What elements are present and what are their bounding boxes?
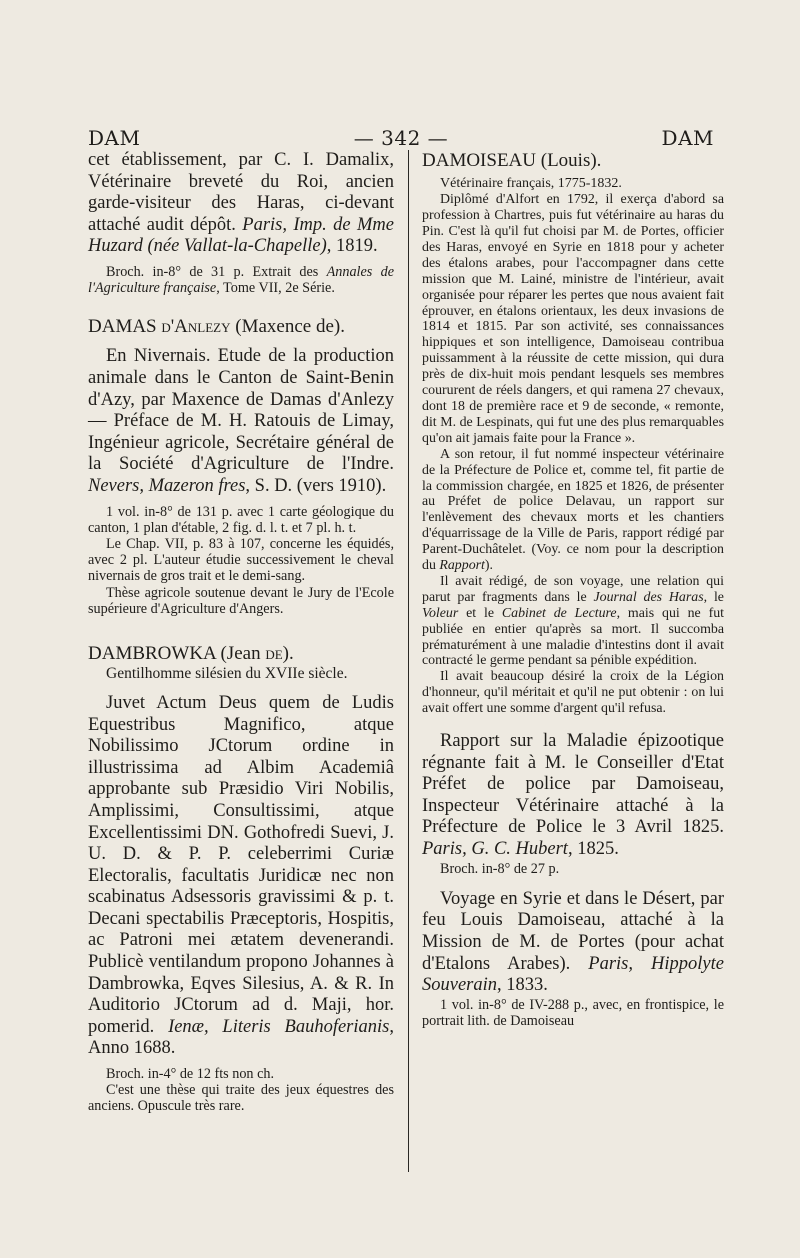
para-italic: Cabinet de Lecture [501, 605, 617, 621]
entry-text: cet établissement, par C. I. Damalix, Vétérinaire breveté du Roi, ancien garde-visiteur des Haras, ci-devant attaché audit dépôt. [88, 150, 394, 235]
entry-heading-dambrowka [88, 643, 394, 665]
entry-year: , 1819. [326, 236, 378, 257]
imprint: Paris, Hippolyte Souverain [422, 953, 724, 996]
work-year: , 1833. [497, 975, 548, 996]
bibliographic-note: 1 vol. in-8° de 131 p. avec 1 carte géologique du canton, 1 plan d'étable, 2 fig. d. l. t. et 7 pl. h. t. [88, 503, 394, 536]
bibliographic-note: Thèse agricole soutenue devant le Jury de l'Ecole supérieure d'Agriculture d'Angers. [88, 584, 394, 617]
para-text: et le [458, 605, 502, 621]
entry-damalix [88, 150, 394, 258]
entry-tail: , Anno 1688. [88, 1016, 394, 1059]
note-text: , Tome VII, 2e Série. [216, 280, 335, 297]
running-head-left: DAM [88, 126, 141, 150]
bibliographic-note: 1 vol. in-8° de IV-288 p., avec, en frontispice, le portrait lith. de Damoiseau [422, 996, 724, 1030]
entry-body-damas [88, 346, 394, 497]
imprint: Paris, G. C. Hubert [422, 839, 568, 860]
work-title: Rapport sur la Maladie épizootique régnante fait à M. le Conseiller d'Etat Préfet de police par Damoiseau, Inspecteur Vétérinaire attaché à la Préfecture de Police le 3 Avril 1825. [422, 731, 724, 838]
heading-first-name: (Maxence de). [230, 316, 345, 338]
entry-body-dambrowka [88, 693, 394, 1060]
para-italic: Voleur [422, 605, 459, 621]
heading-close: ). [282, 642, 294, 664]
column-divider [408, 150, 409, 1172]
page-number: — 342 — [353, 126, 449, 150]
para-text: ). [484, 558, 494, 574]
bibliographic-note: Broch. in-4° de 12 fts non ch. [106, 1066, 275, 1083]
para-text: , le [703, 589, 724, 605]
bibliographic-note: Le Chap. VII, p. 83 à 107, concerne les équidés, avec 2 pl. L'auteur étudie successivement le cheval nivernais de gros trait et le demi-sang. [88, 535, 394, 585]
heading-name: DAMAS [88, 316, 162, 338]
imprint: Paris, Imp. de Mme Huzard (née Vallat-la-Chapelle) [88, 214, 394, 257]
biography-paragraph: Diplômé d'Alfort en 1792, il exerça d'abord sa profession à Chartres, puis fut vétérinaire au haras du Pin. C'est là qu'il fut choisi par M. de Portes, officier des Haras, envoyé en Syrie en 1818 pour y acheter des étalons arabes, pour l'accompagner dans cette mission que M. Lainé, ministre de l'intérieur, avait organisée pour réparer les pertes que nous avaient fait éprouver, en étalons orientaux, les deux invasions de 1814 et 1815. Par son activité, ses connaissances hippiques et son intelligence, Damoiseau contribua puissamment à la réussite de cette mission, qui dura près de dix-huit mois pendant lesquels ses membres coururent de réels dangers, et qui ramena 27 chevaux, dont 18 de première race et 9 de seconde, « remonte, dit M. de Lespinats, qui fut une des plus remarquables qu'on ait jamais faite pour la France ». [422, 192, 724, 446]
para-italic: Journal des Haras [593, 589, 704, 605]
heading-particle: de [265, 642, 283, 664]
para-text: A son retour, il fut nommé inspecteur vétérinaire de la Préfecture de Police et, comme tel, fit partie de la commission chargée, en 1825 et 1826, de présenter au Préfet de police Delavau, un rapport sur l'enlèvement des chevaux morts et les chantiers d'équarrissage de la Ville de Paris, rapport rédigé par Parent-Duchâtelet. (Voy. ce nom pour la description du [422, 446, 724, 574]
entry-heading-damas [88, 316, 394, 338]
biographical-dates: Vétérinaire français, 1775-1832. [440, 176, 622, 191]
left-column [88, 150, 394, 1115]
heading-particle: d'Anlezy [161, 316, 231, 338]
imprint: Nevers, Mazeron fres [88, 475, 246, 496]
running-head-right: DAM [661, 126, 714, 150]
entry-text: Juvet Actum Deus quem de Ludis Equestribus Magnifico, atque Nobilissimo JCtorum ordine in illustrissima ad Albim Academiâ approbante sub Præsidio Viri Nobilis, Amplissimi, Consultissimi, atque Excellentissimi DN. Gothofredi Suevi, J. U. D. & P. P. celeberrimi Curiæ Electoralis, facultatis Juridicæ nec non scabinatus Adsessoris gravissimi & p. t. Decani spectabilis Præceptoris, Hospitis, ac Patroni mei ætatem devenerandi. Publicè ventilandum propono Johannes à Dambrowka, Eqves Silesius, A. & R. In Auditorio JCtorum ad d. Maji, hor. pomerid. [88, 692, 394, 1037]
biography-paragraph [422, 574, 724, 669]
para-text: , mais qui ne fut publiée en entier qu'après sa mort. Il succomba prématurément à une maladie d'intestins dont il avait contracté le germe pendant sa pénible expédition. [422, 605, 724, 669]
biographical-note: Gentilhomme silésien du XVIIe siècle. [106, 664, 348, 682]
entry-tail: , S. D. (vers 1910). [245, 475, 387, 496]
para-italic: Rapport [439, 558, 485, 574]
biography-paragraph: Il avait beaucoup désiré la croix de la Légion d'honneur, qu'il méritait et qu'il ne put obtenir : on lui avait offert une somme d'argent qu'il refusa. [422, 669, 724, 717]
para-text: Il avait rédigé, de son voyage, une relation qui parut par fragments dans le [422, 573, 724, 605]
work-entry [422, 731, 724, 861]
work-entry [422, 889, 724, 997]
bibliographic-note: Broch. in-8° de 27 p. [440, 860, 560, 877]
entry-text: En Nivernais. Etude de la production animale dans le Canton de Saint-Benin d'Azy, par Maxence de Damas d'Anlezy — Préface de M. H. Ratouis de Limay, Ingénieur agricole, Secrétaire général de la Société d'Agriculture de l'Indre. [88, 346, 394, 475]
note-italic: Annales de l'Agriculture française [88, 263, 394, 297]
bibliographic-note [88, 264, 394, 296]
imprint: Ienæ, Literis Bauhoferianis [168, 1016, 390, 1037]
bibliographic-note: C'est une thèse qui traite des jeux équestres des anciens. Opuscule très rare. [88, 1082, 394, 1115]
work-title: Voyage en Syrie et dans le Désert, par feu Louis Damoiseau, attaché à la Mission de M. de Portes (pour achat d'Etalons Arabes). [422, 888, 724, 974]
biography-paragraph [422, 447, 724, 574]
right-column [422, 150, 724, 1029]
note-text: Broch. in-8° de 31 p. Extrait des [106, 263, 327, 280]
work-year: , 1825. [567, 839, 619, 860]
entry-heading-damoiseau: DAMOISEAU (Louis). [422, 150, 602, 171]
heading-name: DAMBROWKA (Jean [88, 642, 266, 664]
